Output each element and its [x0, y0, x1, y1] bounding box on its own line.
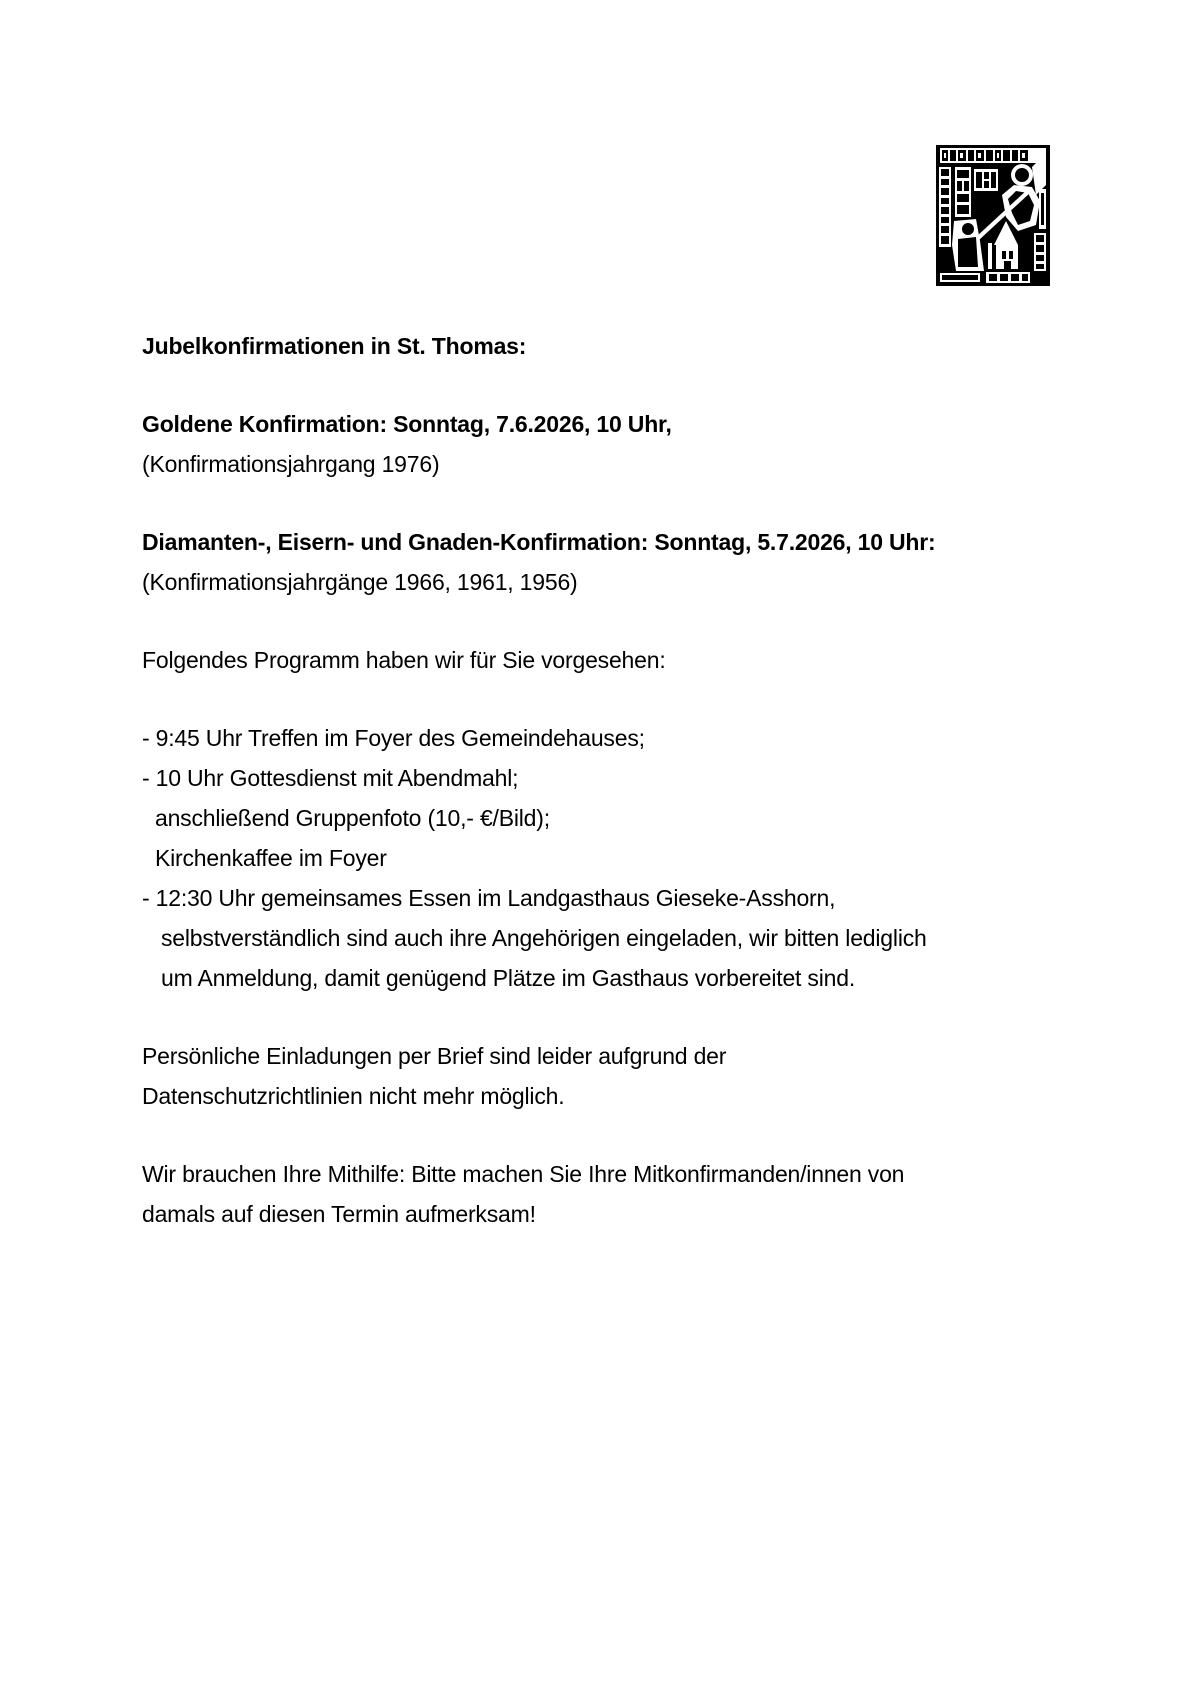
program-item-continuation: Kirchenkaffee im Foyer: [155, 845, 387, 871]
privacy-note-line: Datenschutzrichtlinien nicht mehr möglich.: [142, 1083, 565, 1109]
program-item-continuation: selbstverständlich sind auch ihre Angehörigen eingeladen, wir bitten lediglich: [161, 925, 927, 951]
church-logo-icon: [936, 145, 1050, 286]
program-intro: Folgendes Programm haben wir für Sie vorgesehen:: [142, 647, 666, 673]
privacy-note-line: Persönliche Einladungen per Brief sind leider aufgrund der: [142, 1043, 727, 1069]
program-item-continuation: anschließend Gruppenfoto (10,- €/Bild);: [155, 805, 550, 831]
privacy-note: [142, 1036, 1062, 1116]
church-logo-graphic: [936, 145, 1050, 286]
diamond-confirmation-detail: (Konfirmationsjahrgänge 1966, 1961, 1956): [142, 569, 578, 595]
program-item: - 10 Uhr Gottesdienst mit Abendmahl;: [142, 765, 519, 791]
program-list: [142, 718, 1062, 998]
appeal-paragraph: [142, 1154, 1062, 1234]
appeal-line: damals auf diesen Termin aufmerksam!: [142, 1201, 536, 1227]
document-body: [142, 326, 1062, 1234]
golden-confirmation-headline: Goldene Konfirmation: Sonntag, 7.6.2026, 10 Uhr,: [142, 411, 672, 437]
document-title: Jubelkonfirmationen in St. Thomas:: [142, 333, 527, 359]
program-item: - 9:45 Uhr Treffen im Foyer des Gemeindehauses;: [142, 725, 645, 751]
diamond-confirmation-headline: Diamanten-, Eisern- und Gnaden-Konfirmation: Sonntag, 5.7.2026, 10 Uhr:: [142, 529, 936, 555]
appeal-line: Wir brauchen Ihre Mithilfe: Bitte machen Sie Ihre Mitkonfirmanden/innen von: [142, 1161, 905, 1187]
program-item-continuation: um Anmeldung, damit genügend Plätze im Gasthaus vorbereitet sind.: [161, 965, 856, 991]
program-item: - 12:30 Uhr gemeinsames Essen im Landgasthaus Gieseke-Asshorn,: [142, 885, 836, 911]
golden-confirmation-detail: (Konfirmationsjahrgang 1976): [142, 451, 440, 477]
